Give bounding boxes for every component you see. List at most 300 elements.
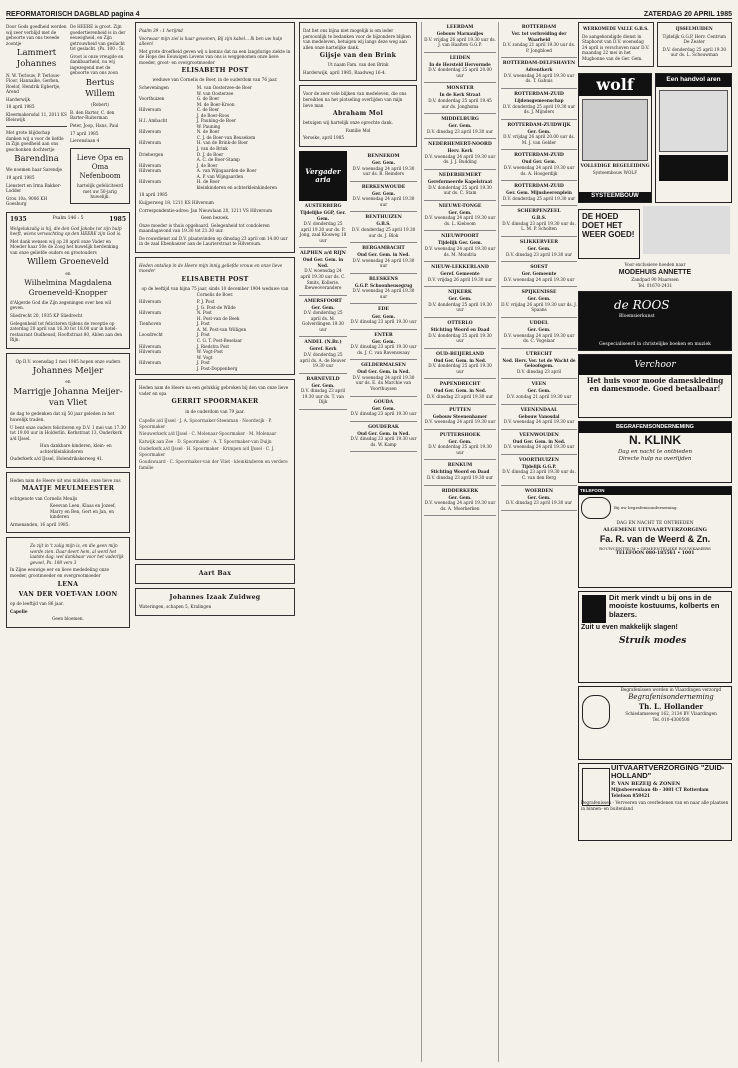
birth2-place: Grou 10a, 9006 KH Goesburg bbox=[6, 195, 48, 207]
family-place: Hilversum bbox=[139, 349, 161, 355]
church-details: D.V. vrijdag 26 april 19.30 uur ds. J. van Haaften G.G.P. bbox=[424, 36, 496, 48]
church-service bbox=[299, 248, 347, 295]
church-place: NIJKERK bbox=[448, 290, 472, 296]
family-place: Hilversum bbox=[139, 310, 161, 316]
family-member: A. M. Post-van Willigen bbox=[196, 326, 247, 332]
death1-name: MAATJE MEULMEESTER bbox=[21, 485, 115, 493]
church-details: D.V. donderdag 25 april 19.30 uur ds. P. Jong, zaal Klosweg 18 uur bbox=[299, 221, 347, 243]
marriage-name2: Marrigje Johanna Meijer-van Vliet bbox=[13, 387, 123, 409]
church-place: PAPENDRECHT bbox=[439, 382, 481, 388]
church-place: MONSTER bbox=[446, 86, 474, 92]
hollander-address: Schiedamseweg 162, 3134 BV Vlaardingen bbox=[625, 711, 717, 717]
church-denomination: Geref. Kerk bbox=[309, 346, 337, 352]
family-member: W. Pauning bbox=[196, 123, 221, 129]
church-denomination: Adventkerk bbox=[525, 67, 553, 73]
birth-notice-1 bbox=[6, 22, 67, 209]
church-details: D.V. donderdag 25 april 20.00 uur bbox=[428, 67, 492, 78]
church-denomination: Oud Ger. Gem. in Ned. bbox=[433, 388, 487, 394]
golden-wedding-notice bbox=[6, 212, 130, 349]
church-service bbox=[299, 201, 347, 248]
church-place: AUSTERBERG bbox=[304, 203, 342, 209]
church-details: D.V. dinsdag 23 april 19.30 uur bbox=[426, 128, 494, 134]
ijsselmuiden-text: D.V. donderdag 25 april 19.30 uur ds. L. Schouwman bbox=[662, 46, 727, 58]
church-place: BENNEKOM bbox=[367, 153, 400, 159]
post-note: Geen bezoek. bbox=[200, 215, 230, 221]
weerd-day-night: DAG EN NACHT TE ONTBIEDEN bbox=[616, 521, 694, 527]
church-place: VEENWOUDEN bbox=[519, 432, 559, 438]
birth2-intro: Met grote blijdschap danken wij u voor de liefde in Zijn goedheid aan ons geschonken dochtertje bbox=[6, 130, 64, 152]
family-place: Driebergen bbox=[139, 151, 164, 157]
birth-notice-2 bbox=[70, 22, 130, 209]
church-denomination: Tijdelijke GGP, Ger. Gem. bbox=[300, 210, 346, 221]
church-details: D.V. woensdag 24 april 19.30 uur ds. M. Mondria bbox=[424, 245, 496, 257]
family-place bbox=[139, 185, 197, 191]
column-church-services-2 bbox=[421, 22, 496, 1062]
church-details: D.V. dinsdag 23 april 19.30 uur bbox=[426, 393, 494, 399]
hoed-name: MODEHUIS ANNETTE bbox=[618, 268, 692, 276]
church-services-list-c bbox=[424, 22, 496, 516]
wedding-and: en bbox=[65, 270, 71, 276]
family-member: G. de Boer bbox=[196, 96, 220, 102]
notice-ijsselmuiden bbox=[657, 22, 733, 67]
church-denomination: Stichting Woord en Daad bbox=[430, 327, 490, 332]
spoormaker-sub: in de ouderdom van 79 jaar. bbox=[185, 408, 245, 414]
church-service bbox=[501, 455, 577, 486]
post-family-list bbox=[139, 85, 291, 190]
church-service bbox=[501, 206, 577, 237]
post2-intro: Heden ontsliep in de Heere mijn innig geliefde vrouw en onze lieve moeder bbox=[139, 262, 283, 274]
weerd-sub: ROUWCENTRUM • GEMEENTELIJKE ROUWKAMERS bbox=[599, 545, 711, 551]
zh-sub: P. VAN BEZEIJ & ZONEN bbox=[611, 780, 681, 787]
church-denomination: G.G.P. Schoonheusegrug bbox=[354, 282, 413, 288]
groom-name: Willem Groeneveld bbox=[26, 257, 110, 268]
anniversary-title: Lieve Opa en Oma Nefenboom bbox=[76, 153, 124, 181]
church-denomination: Ger. Gem. bbox=[311, 382, 335, 388]
church-denomination: Oud Ger. Gem. bbox=[521, 159, 557, 165]
anniversary-text: hartelijk gefeliciteerd met uw 50-jarig huwelijk. bbox=[76, 183, 124, 200]
wedding-reception: Gelegenheid tot feliciteren tijdens de receptie op zaterdag 20 april van 16.30 tot 18.00 uur in hotel-restaurant Oudheusd, Hooftstraat 80, Ablen aan den Rijn. bbox=[10, 320, 123, 343]
church-denomination: Ger. Gem. bbox=[448, 296, 472, 302]
church-denomination: Ger. Gem. bbox=[371, 190, 396, 196]
church-service bbox=[350, 422, 417, 453]
family-place bbox=[139, 366, 197, 372]
church-place: SCHERPENZEEL bbox=[517, 209, 561, 215]
church-denomination: Ger. Gemeente bbox=[521, 271, 557, 277]
church-denomination: Herv. Kerk bbox=[447, 148, 473, 154]
church-place: ENTER bbox=[374, 332, 393, 338]
family-place: Hilversum bbox=[139, 107, 161, 113]
ijsselmuiden-sub: Tijdelijk G.G.P. Herv. Centrum De Zeater bbox=[662, 33, 726, 45]
zuidweg-name: Johannes Izaak Zuidweg bbox=[169, 594, 261, 602]
birth3-verse: De HEERE is groot. Zijn goedertierenheid is in der eeuwigheid, en Zijn getrouwheid van geslacht tot geslacht. (Ps. 100 : 5). bbox=[70, 24, 126, 52]
church-service bbox=[501, 237, 577, 262]
church-denomination: Ger. Gem. bbox=[527, 245, 551, 251]
anniversary-notice bbox=[70, 148, 130, 204]
church-denomination: Tijdelijk G.G.P. bbox=[521, 463, 557, 469]
family-row bbox=[139, 185, 291, 191]
zh-phone: Telefoon 858421 bbox=[611, 792, 650, 798]
church-details: D.V. dinsdag 23 april 19.30 uur bbox=[505, 251, 573, 257]
struik-title: Dit merk vindt u bij ons in de mooiste kostuums, kolberts en blazers. bbox=[609, 593, 720, 619]
church-details: D.V. dinsdag 23 april 19.30 uur ds. C. van den Berg bbox=[502, 469, 576, 480]
family-member: J. Pauning-de Boer bbox=[196, 118, 237, 124]
church-place: BLESKENS bbox=[369, 276, 398, 282]
church-place: UTRECHT bbox=[525, 351, 553, 357]
ad-zuid-holland bbox=[578, 763, 732, 841]
church-place: VEEN bbox=[531, 382, 547, 388]
church-service bbox=[299, 374, 347, 410]
brink-sub: Ut naam Fam. van den Brink bbox=[327, 62, 389, 68]
hollander-intro: Begrafenissen worden in Vlaardingen verzorgd bbox=[620, 687, 722, 693]
church-details: D.V. donderdag 25 april ds. M. Golverdingen 19.30 uur bbox=[302, 310, 344, 332]
family-member: H. de Boer bbox=[196, 179, 220, 185]
church-service bbox=[350, 330, 417, 361]
church-details: D.V. donderdag 25 april 19.30 uur ds. J. Mijnders bbox=[502, 103, 576, 115]
church-place: ANDEL (N.Br.) bbox=[304, 340, 342, 346]
handvol-title: Een handvol aren bbox=[656, 74, 731, 87]
church-place: LEERDAM bbox=[446, 25, 474, 30]
church-place: PUTTEN bbox=[449, 407, 471, 413]
staphorst-text: De aangekondigde dienst in Staphorst van D.V. woensdag 24 april is verschoven naar D.V. maandag 22 mei in het Mugbonne van de Ger. Gem. bbox=[582, 33, 650, 61]
family-place: Hilversum bbox=[139, 140, 161, 146]
church-denomination: Ver. tot verbreiding der Waarheid bbox=[511, 31, 567, 42]
church-place: NIEUWE-TONGE bbox=[438, 203, 482, 209]
hollander-title: Begrafenisonderneming bbox=[628, 692, 714, 701]
church-denomination: Ger. Gem. bbox=[448, 123, 472, 129]
family-row bbox=[139, 366, 291, 372]
death1-family: Keesvan Leen, Klaas en Jozeef, Marry en Ben, Gert en Jan, en kinderen bbox=[50, 503, 116, 520]
klink-name: N. KLINK bbox=[629, 433, 681, 448]
death2-place: Capelle bbox=[10, 608, 28, 614]
header-right: ZATERDAG 20 APRIL 1985 bbox=[643, 11, 732, 18]
death2-verse: Zo zijt in 't zalig mijn is, en die geen mijn worde zien. Daar deert hem, al werd het laatste dag, wel dankbaar voor het vaderlijk gevoel, Ps. 108 vers 3 bbox=[30, 543, 124, 565]
wedding-verse: Welgelukzalig is hij, die den God Jakobs tot zijn hulp heeft, wiens verwachting op den HEERE zijn God is. bbox=[10, 225, 122, 237]
hoed-title: DE HOED DOET HET WEER GOED! bbox=[582, 212, 635, 239]
church-service bbox=[424, 201, 496, 232]
church-denomination: Ger. Gem. bbox=[371, 313, 396, 319]
vergader-aria-logo: Vergader aria bbox=[299, 151, 347, 201]
mol-family: Familie Mol bbox=[345, 127, 371, 133]
struik-brand: Struik modes bbox=[619, 636, 687, 647]
zuidweg-footer: Wateringen, schapen 5, Kralingen bbox=[139, 604, 212, 610]
mol-intro: Voor de zeer vele blijken van medeleven, die ons bereikten na het plotseling overlijden van mijn lieve man bbox=[303, 91, 407, 108]
church-service bbox=[501, 150, 577, 181]
ad-struik bbox=[578, 591, 732, 683]
church-place: ROTTERDAM-ZUID bbox=[514, 91, 564, 97]
family-member: W. van Oosterzee bbox=[196, 90, 234, 96]
hoed-photo bbox=[643, 206, 730, 254]
thanks-notice-mol bbox=[299, 85, 417, 146]
church-service bbox=[424, 486, 496, 517]
zh-title: UITVAARTVERZORGING "ZUID-HOLLAND" bbox=[611, 763, 725, 781]
ijsselmuiden-title: IJSSELMUIDEN bbox=[675, 26, 713, 31]
birth2-name: Barendina bbox=[14, 154, 59, 165]
birth3-address: Lievenslaan 4 bbox=[70, 138, 100, 144]
church-details: D.V. dinsdag 23 april 19.30 uur ds. L. M. P. Scholten bbox=[502, 220, 576, 232]
birth3-siblings: Peter, Joop, Hans, Paul bbox=[70, 123, 119, 128]
wedding-address: Sliedrecht 20, 1935 KP Sliedrecht bbox=[10, 312, 83, 318]
church-service bbox=[424, 83, 496, 114]
church-service bbox=[424, 22, 496, 53]
church-details: D.V. dinsdag 23 april 19.30 uur bbox=[350, 319, 417, 325]
church-service bbox=[424, 405, 496, 430]
church-details: D.V. donderdag 25 april 19.30 uur bbox=[428, 444, 492, 455]
post-sub: weduwe van Cornelis de Boer, in de ouderdom van 76 jaar. bbox=[152, 77, 278, 83]
church-service bbox=[424, 379, 496, 404]
death2-intro: In Zijne eeuwige eer en lieve mededeling onze moeder, grootmoeder en overgrootmoeder bbox=[10, 567, 109, 579]
column-church-services-3 bbox=[498, 22, 577, 1062]
thanks-notice-brink bbox=[299, 22, 417, 81]
church-place: BARNEVELD bbox=[306, 376, 340, 382]
death-notice-spoormaker: Heden nam de Heere na een gelukkig gebroken bij den van onze lieve vader en opa GERRIT SPOORMAKER in de ouderdom van 79 jaar. Capelle a/d IJssel · J. A. Spoormaker-Steenman · Noordwijk · P. Spoormaker Nieuwerkerk a/d IJssel · C. Molenaar-Spoormaker · M. Molenaar Katwijk aan Zee · D. Spoormaker · A. T. Spoormaker-van Duijn Ouderkerk a/d IJssel · H. Spoormaker · Krimpen a/d IJssel · C. J. Spoormaker Goudswaard · C. Spoormaker-van der Vliet · kleinkinderen en verdere familie bbox=[135, 379, 295, 560]
family-member: C. de Boer bbox=[196, 107, 220, 113]
marriage-reception: U bent onze ouders feliciteren op D.V. 1 mei van 17.30 tot 19.00 uur in Holderlin. Kerkstraat 13, Ouderkerk a/d IJssel. bbox=[10, 424, 126, 441]
church-service bbox=[501, 262, 577, 287]
weerd-telefoon: TELEFOON bbox=[579, 487, 731, 495]
church-service bbox=[501, 181, 577, 206]
church-denomination: Ger. Gem. bbox=[371, 405, 396, 411]
family-member: C. J. de Boer-van Beusekom bbox=[196, 134, 256, 140]
ad-hollander bbox=[578, 686, 732, 760]
church-denomination: Ned. Herv. Ver. tot de Wacht de Geloofsgem. bbox=[502, 357, 576, 369]
family-place: Voorthuizen bbox=[139, 96, 165, 102]
family-member: W. Vogt-Post bbox=[196, 349, 223, 355]
post-funeral: Onze moeder is thuis opgebaard. Gelegenheid tot condoleren maandagavond van 19.30 tot 21.30 uur. bbox=[139, 222, 270, 234]
birth-place: Harderwijk bbox=[6, 96, 31, 102]
church-service bbox=[350, 304, 417, 329]
roos-bottom: Gespecialiseerd in christelijke boeken en muziek bbox=[599, 342, 711, 348]
church-services-list-b bbox=[350, 151, 417, 452]
church-place: UDDEL bbox=[529, 320, 549, 326]
death1-sub: echtgenote van Cornelis Meuljs bbox=[10, 495, 78, 501]
spoormaker-intro: Heden nam de Heere na een gelukkig gebroken bij den van onze lieve vader en opa bbox=[139, 385, 289, 396]
church-service bbox=[350, 182, 417, 213]
column-family-notices bbox=[6, 22, 130, 1062]
church-denomination: Ger. Gem. bbox=[527, 327, 551, 332]
family-member: H. van de Brink-de Boer bbox=[196, 140, 249, 146]
church-place: WOERDEN bbox=[524, 488, 554, 494]
church-service bbox=[424, 318, 496, 349]
church-denomination: Gebouw Vanosdal bbox=[518, 413, 560, 419]
weerd-phone: TELEFOON 080-185561 • 1001 bbox=[615, 550, 695, 556]
zh-bottom: Begrafenissen - Vervoeren van overledenen van en naar alle plaatsen in binnen- en buitenland bbox=[581, 800, 729, 811]
hollander-phone: Tel. 010-4300508 bbox=[652, 716, 690, 722]
church-service bbox=[424, 231, 496, 262]
church-place: VOORTHUIZEN bbox=[518, 457, 560, 463]
church-place: LEIDEN bbox=[449, 55, 471, 61]
church-services-list-d bbox=[501, 22, 577, 511]
page-header bbox=[6, 4, 732, 19]
wedding-intro: Met dank wensen wij op 20 april onze Vader en Moeder haar 50e de Zoog het huwelijk herdenking van onze geliefde ouders en grootouders bbox=[10, 238, 119, 255]
church-details: D.V. donderdag 25 april 19.30 uur bbox=[502, 195, 576, 201]
church-details: D.V. woensdag 24 april 19.30 uur ds. A. Moerkerken bbox=[424, 500, 496, 511]
post-psalm: Psalm 39 : 1 herijmd bbox=[139, 28, 183, 33]
klink-sub2: Directe hulp na overlijden bbox=[618, 456, 692, 463]
mol-name: Abraham Mol bbox=[332, 110, 384, 118]
church-service bbox=[501, 120, 577, 151]
church-details: D.V. dinsdag 23 april 19.30 uur bbox=[350, 411, 417, 417]
church-details: D.V. woensdag 24 april 19.30 uur ds. J. J. Budding bbox=[424, 153, 496, 165]
church-service bbox=[424, 139, 496, 170]
church-place: GOUDA bbox=[373, 399, 394, 405]
church-service bbox=[501, 318, 577, 349]
church-place: SLIKKERVEER bbox=[519, 239, 559, 245]
family-member: A. P. van Wijngaarden bbox=[196, 173, 244, 179]
family-member: H. Post-van de Beek bbox=[196, 315, 240, 321]
church-service bbox=[350, 274, 417, 305]
marriage-name1: Johannes Meijer bbox=[32, 366, 104, 377]
family-member: J. de Boer bbox=[196, 162, 218, 168]
column-thanks-and-churches bbox=[299, 22, 417, 1062]
church-details: D.V. dinsdag 23 april bbox=[516, 368, 562, 374]
church-place: NIEUWPOORT bbox=[441, 234, 479, 240]
death-notice-bax bbox=[135, 564, 295, 584]
church-denomination: Oud Ger. Gem. in Ned. bbox=[357, 252, 410, 258]
family-member: M. de Boer-Kroon bbox=[196, 101, 235, 107]
marriage-children: Hun dankbare kinderen, klein- en achterkleinkinderen bbox=[40, 443, 112, 454]
year-end: 1985 bbox=[109, 215, 126, 223]
church-service bbox=[501, 430, 577, 455]
death-notice-2 bbox=[6, 537, 130, 627]
family-member: W. Vogt bbox=[196, 354, 213, 360]
church-place: BERKENWOUDE bbox=[361, 184, 406, 190]
birth3-name: Bertus Willem bbox=[85, 77, 115, 100]
marriage-intro: Op D.V. woensdag 1 mei 1985 hopen onze ouders bbox=[15, 358, 121, 364]
church-place: ROTTERDAM bbox=[521, 25, 557, 30]
church-details: D.V. dinsdag 23 april 19.30 uur ds. T. van Dijk bbox=[300, 388, 346, 405]
family-member: A. van Wijngaarden-de Boer bbox=[196, 168, 257, 174]
church-denomination: Oud Ger. Gem. in Ned. bbox=[433, 357, 487, 363]
church-service bbox=[501, 22, 577, 58]
church-place: BERGAMBACHT bbox=[362, 246, 405, 252]
church-details: D.V. dinsdag 23 april 19.30 uur ds. J. C. van Ravenswaay bbox=[350, 344, 417, 355]
birth-address: Kleermakersdal 11, 2011 KS Bleiswijk bbox=[6, 111, 67, 123]
church-service bbox=[501, 379, 577, 404]
church-service bbox=[299, 296, 347, 338]
family-place: Loosdrecht bbox=[139, 332, 163, 338]
church-service bbox=[501, 287, 577, 318]
church-service bbox=[350, 212, 417, 243]
church-place: GELDERMALSEN bbox=[361, 363, 406, 369]
church-denomination: Stichting Woord en Daad bbox=[430, 469, 490, 475]
staphorst-title: WERKOMEDE VALLE G.B.S. bbox=[582, 26, 649, 31]
family-member: J. Post bbox=[196, 360, 210, 366]
church-details: D.V. donderdag 25 april 19.30 uur bbox=[428, 301, 492, 313]
church-denomination: Ger. Gem. bbox=[448, 209, 472, 215]
church-denomination: Ger. Gem. bbox=[371, 338, 396, 344]
post-name: ELISABETH POST bbox=[181, 67, 249, 75]
church-place: MIDDELBURG bbox=[441, 117, 479, 123]
family-member: J. Post bbox=[196, 332, 210, 338]
church-place: BENTHUIZEN bbox=[365, 215, 402, 221]
death1-intro: Heden nam de Heere uit ons midden, onze lieve zus bbox=[10, 477, 121, 483]
church-place: ROTTERDAM-ZUID bbox=[514, 153, 564, 159]
death1-date: Armenanden, 16 april 1985. bbox=[10, 521, 70, 527]
church-service bbox=[424, 430, 496, 461]
hoed-address: Zandpad 90 Maarssen bbox=[631, 277, 679, 283]
church-details: D.V. woensdag 24 april 19.30 uur bbox=[424, 419, 496, 425]
church-place: EDE bbox=[378, 307, 389, 313]
church-denomination: Gebouw Marnauljes bbox=[436, 31, 484, 37]
church-details: D.V. donderdag 25 april ds. A. de Reuver 19.30 uur bbox=[299, 352, 347, 369]
birth2-date: 19 april 1985 bbox=[6, 174, 35, 180]
church-denomination: Oud Ger. Gem. in Ned. bbox=[512, 438, 566, 444]
church-place: RENKUM bbox=[447, 463, 473, 469]
weerd-service-title: ALGEMENE UITVAARTVERZORGING bbox=[603, 527, 707, 534]
church-details: D.V. woensdag 24 april 19.30 uur bbox=[352, 196, 415, 207]
family-place: Tienhoven bbox=[139, 321, 162, 327]
roos-name: de ROOS bbox=[614, 298, 670, 313]
birth-date: 18 april 1985 bbox=[6, 104, 35, 110]
church-details: D.V. woensdag 24 april 19.30 uur bbox=[352, 288, 415, 299]
wolf-sub: VOLLEDIGE BEGELEIDING bbox=[580, 164, 650, 170]
church-denomination: In de Kerk Straat bbox=[439, 92, 481, 98]
church-denomination: Ger. Gem. bbox=[448, 494, 472, 500]
death-notice-1 bbox=[6, 472, 130, 533]
bride-name: Wilhelmina Magdalena Groeneveld-Knopper bbox=[24, 278, 112, 297]
family-member: D. J. de Boer bbox=[196, 151, 224, 157]
church-denomination: Tijdelijk Ger. Gem. bbox=[438, 240, 482, 246]
church-service bbox=[424, 53, 496, 84]
death-notice-post bbox=[135, 22, 295, 253]
church-service bbox=[501, 349, 577, 380]
church-service bbox=[501, 486, 577, 511]
church-details: D.V. woensdag 24 april 19.30 uur ds. E. du Marchie van Voorthuysen bbox=[352, 374, 415, 392]
church-service bbox=[350, 151, 417, 182]
church-service bbox=[299, 337, 347, 373]
church-place: AMERSFOORT bbox=[304, 298, 342, 304]
church-denomination: Ger. Gem. bbox=[448, 438, 472, 444]
church-denomination: Oud Ger. Gem. in Ned. bbox=[302, 257, 344, 268]
hoed-phone: Tel. 01670-2431 bbox=[637, 282, 673, 288]
family-member: N. de Boer bbox=[196, 129, 220, 135]
church-details: D.V. donderdag 25 april 19.30 uur ds. C. Stam bbox=[428, 184, 492, 196]
church-denomination: Geref. Gemeente bbox=[440, 271, 480, 277]
church-details: D.V. dinsdag 23 april 19.30 uur ds. W. Kamp bbox=[350, 436, 417, 447]
death2-closing: Geen bloemen. bbox=[52, 616, 84, 622]
death-notice-zuidweg bbox=[135, 588, 295, 616]
zh-address: Mijnsheerenlaan 4b - 3081 CT Rotterdam bbox=[611, 787, 709, 793]
spoormaker-name: GERRIT SPOORMAKER bbox=[171, 398, 259, 406]
birth3-nickname: (Robert) bbox=[91, 102, 109, 108]
family-place: H.I. Ambacht bbox=[139, 118, 168, 124]
church-details: D.V. zondag 21 april 19.30 uur bbox=[506, 393, 572, 399]
church-denomination: G.B.S. bbox=[531, 215, 547, 221]
church-denomination: Oud Ger. Gem. in Ned. bbox=[357, 369, 410, 375]
church-service bbox=[424, 262, 496, 287]
death2-last-name: VAN DER VOET-VAN LOON bbox=[18, 590, 118, 598]
church-details: D.V. vrijdag 26 april 19.30 uur bbox=[427, 276, 493, 282]
church-details: D.V. vrijdag 26 april 19.30 uur ds. J. Spaans bbox=[501, 301, 577, 313]
bax-name: Aart Bax bbox=[198, 570, 232, 578]
church-details: D.V. woensdag 24 april 19.30 uur ds. T. Gahuis bbox=[503, 72, 575, 84]
church-place: VEENENDAAL bbox=[520, 407, 558, 413]
church-service bbox=[424, 287, 496, 318]
church-denomination: Ger. Gem. bbox=[527, 296, 551, 302]
church-place: NIEUW-LEKKERLAND bbox=[431, 265, 489, 271]
church-denomination: Ger. Gem. Mijnsheerenplein bbox=[506, 190, 572, 196]
brink-intro: Dat het ons bijna niet mogelijk is om ieder persoonlijk te bedanken voor de bijzondere blijken van medeleven, betuigen wij langs deze weg aan allen onze hartelijke dank. bbox=[303, 28, 411, 50]
family-member: J. de Boer-Roos bbox=[196, 112, 230, 118]
post-service: De rouwdienst zal D.V. plaatsvinden op dinsdag 23 april om 14.00 uur in de zaal Ebenhaezer aan de Laurierstraat te Hilversum. bbox=[139, 235, 288, 247]
hoed-text: Voor exclusieve hoeden naar bbox=[624, 262, 686, 268]
church-denomination: Ger. Gem. bbox=[527, 388, 551, 394]
birth3-date: 17 april 1985 bbox=[70, 130, 99, 136]
brink-address: Harderwijk, april 1985, Raadweg 16-4. bbox=[303, 69, 386, 75]
mol-sub: betuigen wij hartelijk onze oprechte dank. bbox=[303, 120, 394, 126]
church-details: D.V. donderdag 25 april 19.30 uur bbox=[428, 332, 492, 344]
wolf-logo: wolf bbox=[579, 74, 651, 96]
